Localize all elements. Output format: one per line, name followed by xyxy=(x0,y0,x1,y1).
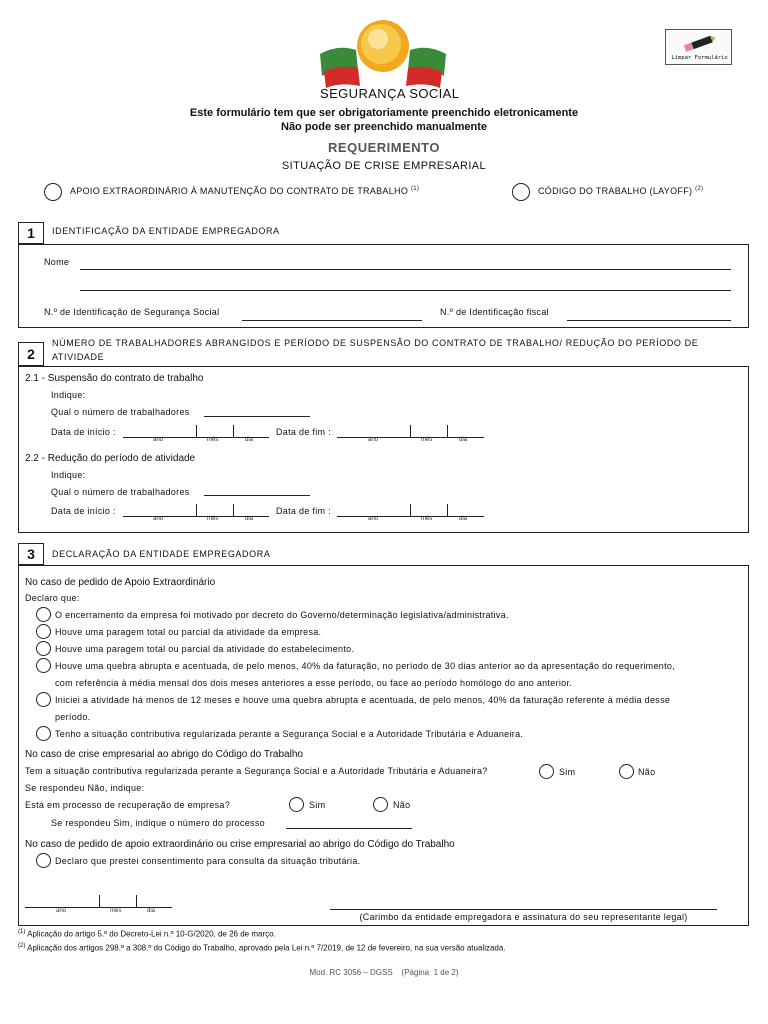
section-2-title-line-1: NÚMERO DE TRABALHADORES ABRANGIDOS E PERÍODO DE SUSPENSÃO DO CONTRATO DE TRABALHO/ REDUÇÃO DO PERÍODO DE xyxy=(52,338,699,348)
s21-inicio-label: Data de início : xyxy=(51,427,116,437)
q2-sim-label: Sim xyxy=(309,800,326,810)
s21-title: 2.1 - Suspensão do contrato de trabalho xyxy=(25,373,204,384)
date-divider xyxy=(447,504,448,516)
q1-label: Tem a situação contributiva regularizada perante a Segurança Social e a Autoridade Tributária e Aduaneira? xyxy=(25,766,488,776)
section-3-number: 3 xyxy=(18,543,44,565)
dia-label: dia xyxy=(245,516,254,522)
se-nao-label: Se respondeu Não, indique: xyxy=(25,783,145,793)
s21-fim-label: Data de fim : xyxy=(276,427,331,437)
s21-qual-label: Qual o número de trabalhadores xyxy=(51,407,190,417)
processo-number-field[interactable] xyxy=(286,828,412,829)
footnote-1: $^{(1)}$ Aplicação do artigo 5.º do Decreto-Lei n.º 10-G/2020, de 26 de março. xyxy=(18,929,276,939)
s22-workers-field[interactable] xyxy=(204,495,310,496)
ano-label: ano xyxy=(56,908,67,914)
layoff-radio[interactable] xyxy=(512,183,530,201)
signature-field[interactable] xyxy=(330,909,717,910)
q2-sim-radio[interactable] xyxy=(289,797,304,812)
both-heading: No caso de pedido de apoio extraordinário ou crise empresarial ao abrigo do Código do Trabalho xyxy=(25,839,455,850)
clear-form-label: Limpar Formulário xyxy=(671,55,728,61)
declaro-paragem-estabelecimento-radio[interactable] xyxy=(36,641,51,656)
se-sim-label: Se respondeu Sim, indique o número do processo xyxy=(51,818,265,828)
section-1-title: IDENTIFICAÇÃO DA ENTIDADE EMPREGADORA xyxy=(52,226,280,236)
mes-label: mês xyxy=(421,516,433,522)
page-footer: Mod. RC 3056 – DGSS (Página 1 de 2) xyxy=(309,968,459,977)
declaro-situacao-contributiva-radio[interactable] xyxy=(36,726,51,741)
consent-radio[interactable] xyxy=(36,853,51,868)
nome-field-line-2[interactable] xyxy=(80,290,731,291)
declaro-paragem-empresa-label: Houve uma paragem total ou parcial da atividade da empresa. xyxy=(55,627,322,637)
niss-label: N.º de Identificação de Segurança Social xyxy=(44,307,220,317)
ano-label: ano xyxy=(153,437,164,443)
mes-label: mês xyxy=(110,908,122,914)
date-divider xyxy=(233,504,234,516)
s22-title: 2.2 - Redução do período de atividade xyxy=(25,453,196,464)
declaro-inicio-atividade-label: Iniciei a atividade há menos de 12 meses e houve uma quebra abrupta e acentuada, de pelo menos, 40% da faturação referente à média desse xyxy=(55,695,671,705)
ano-label: ano xyxy=(368,516,379,522)
mes-label: mês xyxy=(207,437,219,443)
nome-field[interactable] xyxy=(80,269,731,270)
q2-label: Está em processo de recuperação de empresa? xyxy=(25,800,231,810)
notice-line-1: Este formulário tem que ser obrigatoriamente preenchido eletronicamente xyxy=(189,107,579,119)
declaro-inicio-atividade-radio[interactable] xyxy=(36,692,51,707)
q2-nao-radio[interactable] xyxy=(373,797,388,812)
s22-inicio-label: Data de início : xyxy=(51,506,116,516)
dia-label: dia xyxy=(147,908,156,914)
apoio-extraordinario-radio[interactable] xyxy=(44,183,62,201)
notice-line-2: Não pode ser preenchido manualmente xyxy=(281,121,487,133)
date-divider xyxy=(447,425,448,437)
signature-label: (Carimbo da entidade empregadora e assinatura do seu representante legal) xyxy=(359,912,688,922)
s21-indique: Indique: xyxy=(51,390,86,400)
ano-label: ano xyxy=(368,437,379,443)
section-1-number: 1 xyxy=(18,222,44,244)
layoff-label: CÓDIGO DO TRABALHO (LAYOFF) $^{(2)}$ xyxy=(538,186,704,196)
mes-label: mês xyxy=(421,437,433,443)
q1-nao-radio[interactable] xyxy=(619,764,634,779)
logo-text: SEGURANÇA SOCIAL xyxy=(320,86,460,101)
s22-indique: Indique: xyxy=(51,470,86,480)
clear-form-button[interactable] xyxy=(665,29,732,65)
niss-field[interactable] xyxy=(242,320,422,321)
date-divider xyxy=(136,895,137,907)
date-divider xyxy=(196,425,197,437)
crise-heading: No caso de crise empresarial ao abrigo do Código do Trabalho xyxy=(25,749,303,760)
consent-label: Declaro que prestei consentimento para consulta da situação tributária. xyxy=(55,856,361,866)
date-divider xyxy=(196,504,197,516)
dia-label: dia xyxy=(459,437,468,443)
s22-qual-label: Qual o número de trabalhadores xyxy=(51,487,190,497)
date-divider xyxy=(99,895,100,907)
eraser-pencil-icon xyxy=(682,34,716,52)
section-2-title-line-2: ATIVIDADE xyxy=(52,352,105,362)
q1-nao-label: Não xyxy=(638,767,656,777)
q1-sim-label: Sim xyxy=(559,767,576,777)
apoio-heading: No caso de pedido de Apoio Extraordinário xyxy=(25,577,216,588)
section-2-box xyxy=(18,366,749,533)
ano-label: ano xyxy=(153,516,164,522)
declaro-encerramento-label: O encerramento da empresa foi motivado por decreto do Governo/determinação legislativa/administrativa. xyxy=(55,610,509,620)
seguranca-social-logo xyxy=(318,14,448,88)
declaro-encerramento-radio[interactable] xyxy=(36,607,51,622)
section-2-number: 2 xyxy=(18,342,44,366)
apoio-extraordinario-label: APOIO EXTRAORDINÁRIO À MANUTENÇÃO DO CONTRATO DE TRABALHO $^{(1)}$ xyxy=(70,186,420,196)
declaro-quebra-faturacao-label: Houve uma quebra abrupta e acentuada, de pelo menos, 40% da faturação, no período de 30 dias anterior ao da apresentação do requerimento, xyxy=(55,661,675,671)
nome-label: Nome xyxy=(44,257,70,267)
declaro-quebra-faturacao-radio[interactable] xyxy=(36,658,51,673)
declaro-inicio-atividade-label-2: período. xyxy=(55,712,91,722)
date-divider xyxy=(410,504,411,516)
declaro-paragem-estabelecimento-label: Houve uma paragem total ou parcial da atividade do estabelecimento. xyxy=(55,644,355,654)
footnote-2: $^{(2)}$ Aplicação dos artigos 298.º a 308.º do Código do Trabalho, aprovado pela Lei n.º 7/2019, de 12 de fevereiro, na sua versão atualizada. xyxy=(18,943,506,953)
mes-label: mês xyxy=(207,516,219,522)
nif-label: N.º de Identificação fiscal xyxy=(440,307,549,317)
declaro-label: Declaro que: xyxy=(25,593,80,603)
nif-field[interactable] xyxy=(567,320,731,321)
date-divider xyxy=(233,425,234,437)
date-divider xyxy=(410,425,411,437)
dia-label: dia xyxy=(245,437,254,443)
declaro-quebra-faturacao-label-2: com referência à média mensal dos dois meses anteriores a esse período, ou face ao período homólogo do ano anterior. xyxy=(55,678,573,688)
page-title: REQUERIMENTO xyxy=(328,140,440,155)
page-subtitle: SITUAÇÃO DE CRISE EMPRESARIAL xyxy=(281,160,487,172)
declaro-situacao-contributiva-label: Tenho a situação contributiva regularizada perante a Segurança Social e a Autoridade Tributária e Aduaneira. xyxy=(55,729,524,739)
s21-workers-field[interactable] xyxy=(204,416,310,417)
declaro-paragem-empresa-radio[interactable] xyxy=(36,624,51,639)
section-3-title: DECLARAÇÃO DA ENTIDADE EMPREGADORA xyxy=(52,549,271,559)
dia-label: dia xyxy=(459,516,468,522)
q1-sim-radio[interactable] xyxy=(539,764,554,779)
q2-nao-label: Não xyxy=(393,800,411,810)
s22-fim-label: Data de fim : xyxy=(276,506,331,516)
